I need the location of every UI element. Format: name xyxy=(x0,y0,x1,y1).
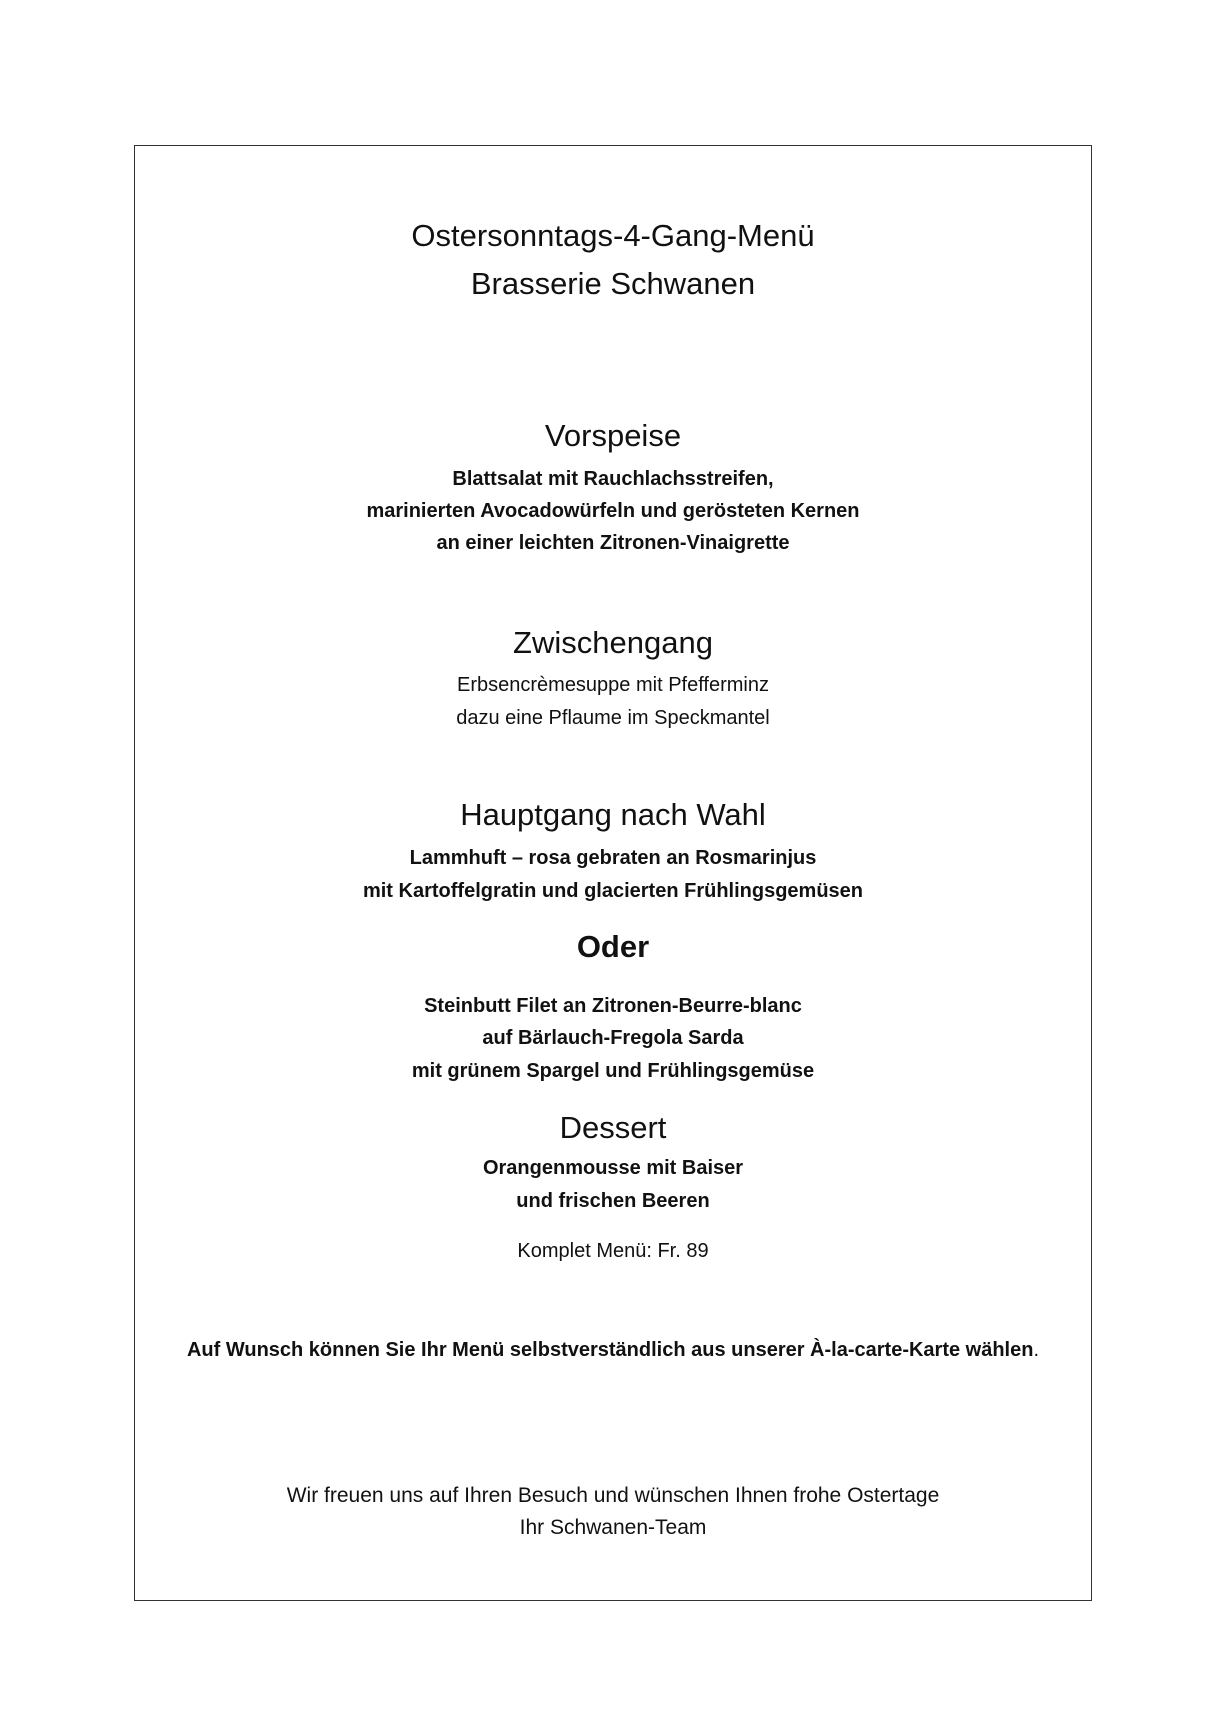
starter-line: marinierten Avocadowürfeln und gerösteten Kernen xyxy=(366,500,860,522)
intermediate-line: dazu eine Pflaume im Speckmantel xyxy=(456,707,770,729)
dessert-heading: Dessert xyxy=(559,1110,667,1145)
intermediate-heading: Zwischengang xyxy=(513,625,713,660)
menu-frame xyxy=(134,145,1092,1601)
a-la-carte-note-end: . xyxy=(1033,1339,1040,1361)
menu-title: Ostersonntags-4-Gang-Menü xyxy=(411,218,815,253)
a-la-carte-note xyxy=(134,1339,1092,1362)
starter-heading: Vorspeise xyxy=(544,418,682,453)
main-option2-line: mit grünem Spargel und Frühlingsgemüse xyxy=(411,1060,815,1082)
main-or-separator: Oder xyxy=(576,929,650,964)
closing-greeting: Wir freuen uns auf Ihren Besuch und wünschen Ihnen frohe Ostertage xyxy=(286,1484,940,1507)
main-option1-line: mit Kartoffelgratin und glacierten Frühlingsgemüsen xyxy=(362,880,864,902)
main-option2-line: Steinbutt Filet an Zitronen-Beurre-blanc xyxy=(424,995,802,1017)
main-option2-line: auf Bärlauch-Fregola Sarda xyxy=(482,1027,744,1049)
starter-line: Blattsalat mit Rauchlachsstreifen, xyxy=(452,468,774,490)
a-la-carte-note-text: Auf Wunsch können Sie Ihr Menü selbstverständlich aus unserer À-la-carte-Karte wählen xyxy=(186,1339,1034,1361)
main-heading: Hauptgang nach Wahl xyxy=(460,797,766,832)
starter-line: an einer leichten Zitronen-Vinaigrette xyxy=(436,532,790,554)
menu-price: Komplet Menü: Fr. 89 xyxy=(517,1240,709,1262)
dessert-line: Orangenmousse mit Baiser xyxy=(482,1157,744,1179)
intermediate-line: Erbsencrèmesuppe mit Pfefferminz xyxy=(457,674,769,696)
restaurant-name: Brasserie Schwanen xyxy=(470,266,756,301)
main-option1-line: Lammhuft – rosa gebraten an Rosmarinjus xyxy=(409,847,817,869)
closing-signature: Ihr Schwanen-Team xyxy=(519,1516,707,1539)
dessert-line: und frischen Beeren xyxy=(516,1190,710,1212)
